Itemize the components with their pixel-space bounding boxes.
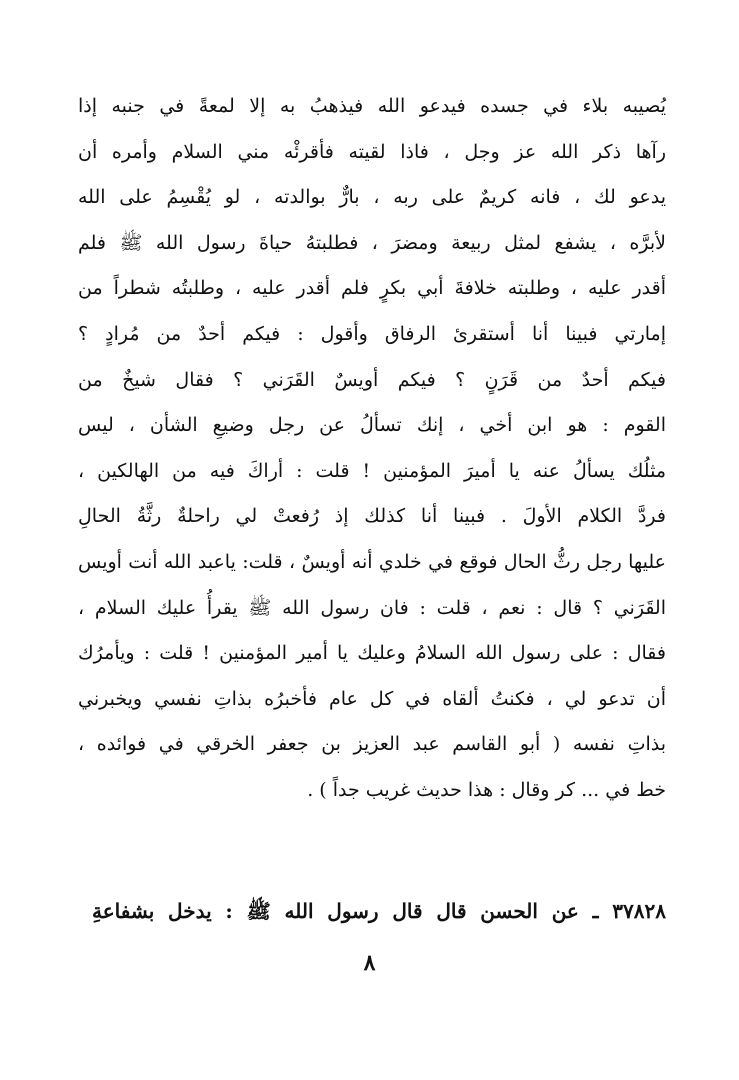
text-line: يدعو لك ، فانه كريمٌ على ربه ، بارٌّ بوالدته ، لو يُقْسِمُ على الله (78, 186, 666, 209)
text-line: يُصيبه بلاء في جسده فيدعو الله فيذهبُ به إلا لمعةً في جنبه إذا (78, 95, 666, 117)
text-line: فردَّ الكلام الأولَ . فبينا أنا كذلك إذ رُفعتْ لي راحلةٌ رثَّةُ الحالِ (78, 505, 666, 528)
text-line: إمارتي فبينا أنا أستقرئ الرفاق وأقول : فيكم أحدٌ من مُرادٍ ؟ (78, 322, 666, 345)
text-line: خط في ... كر وقال : هذا حديث غريب جداً ) . (307, 778, 666, 801)
text-line: بذاتِ نفسه ( أبو القاسم عبد العزيز بن جعفر الخرقي في فوائده ، (78, 733, 666, 756)
text-line: عليها رجل رثُّ الحال فوقع في خلدي أنه أويسٌ ، قلت: ياعبد الله أنت أويس (78, 550, 666, 573)
text-line: أقدر عليه ، وطلبته خلافةَ أبي بكرٍ فلم أقدر عليه ، وطلبتُه شطراً من (78, 277, 666, 300)
page-number: ٨ (363, 950, 376, 976)
hadith-entry-heading: ٣٧٨٢٨ ـ عن الحسن قال قال رسول الله ﷺ : يدخل بشفاعةِ (92, 899, 666, 923)
text-line: فيكم أحدٌ من قَرَنٍ ؟ فيكم أويسٌ القَرَني ؟ فقال شيخٌ من (78, 368, 666, 391)
text-line: أن تدعو لي ، فكنتُ ألقاه في كل عام فأخبرُه بذاتِ نفسي ويخبرني (78, 687, 666, 710)
text-line: القوم : هو ابن أخي ، إنك تسألُ عن رجل وضيعِ الشأن ، ليس (78, 414, 666, 437)
text-line: القَرَني ؟ قال : نعم ، قلت : فان رسول الله ﷺ يقرأُ عليك السلام ، (78, 596, 666, 619)
text-line: فقال : على رسول الله السلامُ وعليك يا أمير المؤمنين ! قلت : ويأمرُك (78, 642, 666, 665)
text-line: لأبرَّه ، يشفع لمثل ربيعة ومضرَ ، فطلبتهُ حياةَ رسول الله ﷺ فلم (78, 231, 666, 254)
text-line: رآها ذكر الله عز وجل ، فاذا لقيته فأقرئْه مني السلام وأمره أن (78, 140, 666, 163)
body-paragraph (78, 84, 666, 814)
text-line: مثلُك يسألُ عنه يا أميرَ المؤمنين ! قلت : أراكَ فيه من الهالكين ، (78, 459, 666, 482)
